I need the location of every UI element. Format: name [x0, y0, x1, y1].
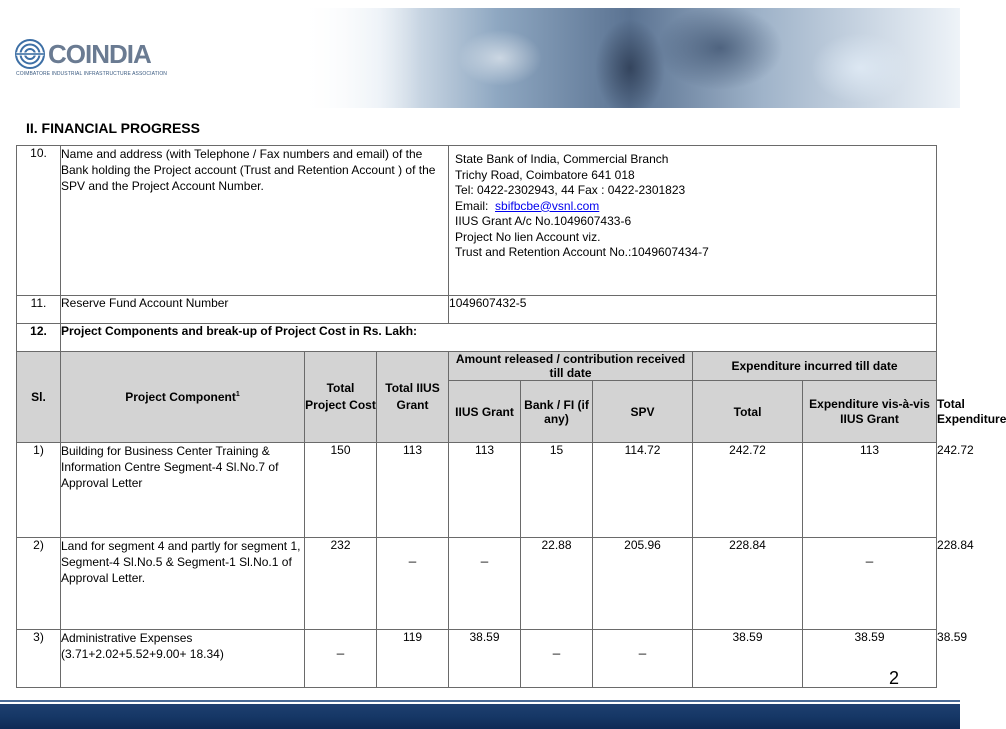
table-row: [17, 324, 937, 352]
cell-total: 38.59: [693, 630, 803, 688]
table-row: [17, 296, 937, 324]
cell-exp-vis: _: [803, 538, 937, 630]
cell-iius-grant: _: [449, 538, 521, 630]
header-iius-grant: IIUS Grant: [449, 381, 521, 443]
section-title: II. FINANCIAL PROGRESS: [26, 120, 200, 136]
cell-exp-vis: 113: [803, 443, 937, 538]
cell-bank-fi: _: [521, 630, 593, 688]
cell-spv: 114.72: [593, 443, 693, 538]
cell-bank-fi: 22.88: [521, 538, 593, 630]
logo-subtitle: COIMBATORE INDUSTRIAL INFRASTRUCTURE ASSOCIATION: [16, 71, 168, 77]
reserve-account-number: 1049607432-5: [449, 296, 937, 324]
table-row: 3) Administrative Expenses (3.71+2.02+5.52+9.00+ 18.34) _ 119 38.59 _ _ 38.59 38.59 38.59: [17, 630, 937, 688]
globe-icon: [14, 38, 48, 70]
cell-total-cost: 232: [305, 538, 377, 630]
cell-total: 228.84: [693, 538, 803, 630]
cell-spv: 205.96: [593, 538, 693, 630]
header-total-grant: Total IIUS Grant: [377, 352, 449, 443]
header-bank-fi: Bank / FI (if any): [521, 381, 593, 443]
row-component: Land for segment 4 and partly for segment 1, Segment-4 Sl.No.5 & Segment-1 Sl.No.1 of Approval Letter.: [61, 538, 305, 630]
header-total: Total: [693, 381, 803, 443]
header-banner: [0, 0, 960, 108]
header-sl: Sl.: [17, 352, 61, 443]
row-number: 10.: [17, 146, 61, 296]
cell-total: 242.72: [693, 443, 803, 538]
footer-line: [0, 700, 960, 702]
table-row: 2) Land for segment 4 and partly for segment 1, Segment-4 Sl.No.5 & Segment-1 Sl.No.1 of Approval Letter. 232 _ _ 22.88 205.96 228.84 _ 228.84: [17, 538, 937, 630]
row-sl: 1): [17, 443, 61, 538]
page-number: 2: [889, 668, 900, 688]
cell-bank-fi: 15: [521, 443, 593, 538]
row-number: 11.: [17, 296, 61, 324]
row-sl: 2): [17, 538, 61, 630]
cell-iius-grant: 113: [449, 443, 521, 538]
row-label: Project Components and break-up of Project Cost in Rs. Lakh:: [61, 324, 937, 352]
components-header-row: [17, 352, 937, 381]
cell-iius-grant: 38.59: [449, 630, 521, 688]
components-subheader-row: IIUS Grant Bank / FI (if any) SPV Total Expenditure vis-à-vis IIUS Grant Total Expenditure: [17, 381, 937, 443]
row-component: Building for Business Center Training & Information Centre Segment-4 Sl.No.7 of Approval Letter: [61, 443, 305, 538]
row-number: 12.: [17, 324, 61, 352]
header-component: Project Component$^1$: [61, 352, 305, 443]
cell-total-grant: 119: [377, 630, 449, 688]
logo-wordmark: COINDIA: [48, 39, 151, 69]
row-sl: 3): [17, 630, 61, 688]
email-link[interactable]: sbifbcbe@vsnl.com: [495, 198, 600, 213]
row-label: Reserve Fund Account Number: [61, 296, 449, 324]
cell-total-cost: _: [305, 630, 377, 688]
header-exp-vis: Expenditure vis-à-vis IIUS Grant: [803, 381, 937, 443]
cell-total-cost: 150: [305, 443, 377, 538]
cell-total-grant: 113: [377, 443, 449, 538]
table-row: 1) Building for Business Center Training & Information Centre Segment-4 Sl.No.7 of Approval Letter 150 113 113 15 114.72 242.72 113 242.72: [17, 443, 937, 538]
financial-progress-table: [16, 145, 1006, 688]
header-spv: SPV: [593, 381, 693, 443]
row-component: Administrative Expenses (3.71+2.02+5.52+9.00+ 18.34): [61, 630, 305, 688]
header-total-cost: Total Project Cost: [305, 352, 377, 443]
table-row: [17, 146, 937, 296]
cell-spv: _: [593, 630, 693, 688]
footer-band: [0, 704, 960, 729]
row-label: Name and address (with Telephone / Fax numbers and email) of the Bank holding the Project account (Trust and Retention Account ) of the SPV and the Project Account Number.: [61, 146, 449, 296]
bank-details: State Bank of India, Commercial Branch Trichy Road, Coimbatore 641 018 Tel: 0422-2302943, 44 Fax : 0422-2301823 Email: sbifbcbe@vsnl.com IIUS Grant A/c No.1049607433-6 Project No lien Account viz. Trust and Retention Account No.:1049607434-7: [449, 146, 937, 296]
coindia-logo: [14, 38, 168, 82]
cell-exp-vis: 38.59: [803, 630, 937, 688]
header-expenditure-incurred: Expenditure incurred till date: [693, 352, 937, 381]
cell-total-grant: _: [377, 538, 449, 630]
header-amount-released: Amount released / contribution received till date: [449, 352, 693, 381]
